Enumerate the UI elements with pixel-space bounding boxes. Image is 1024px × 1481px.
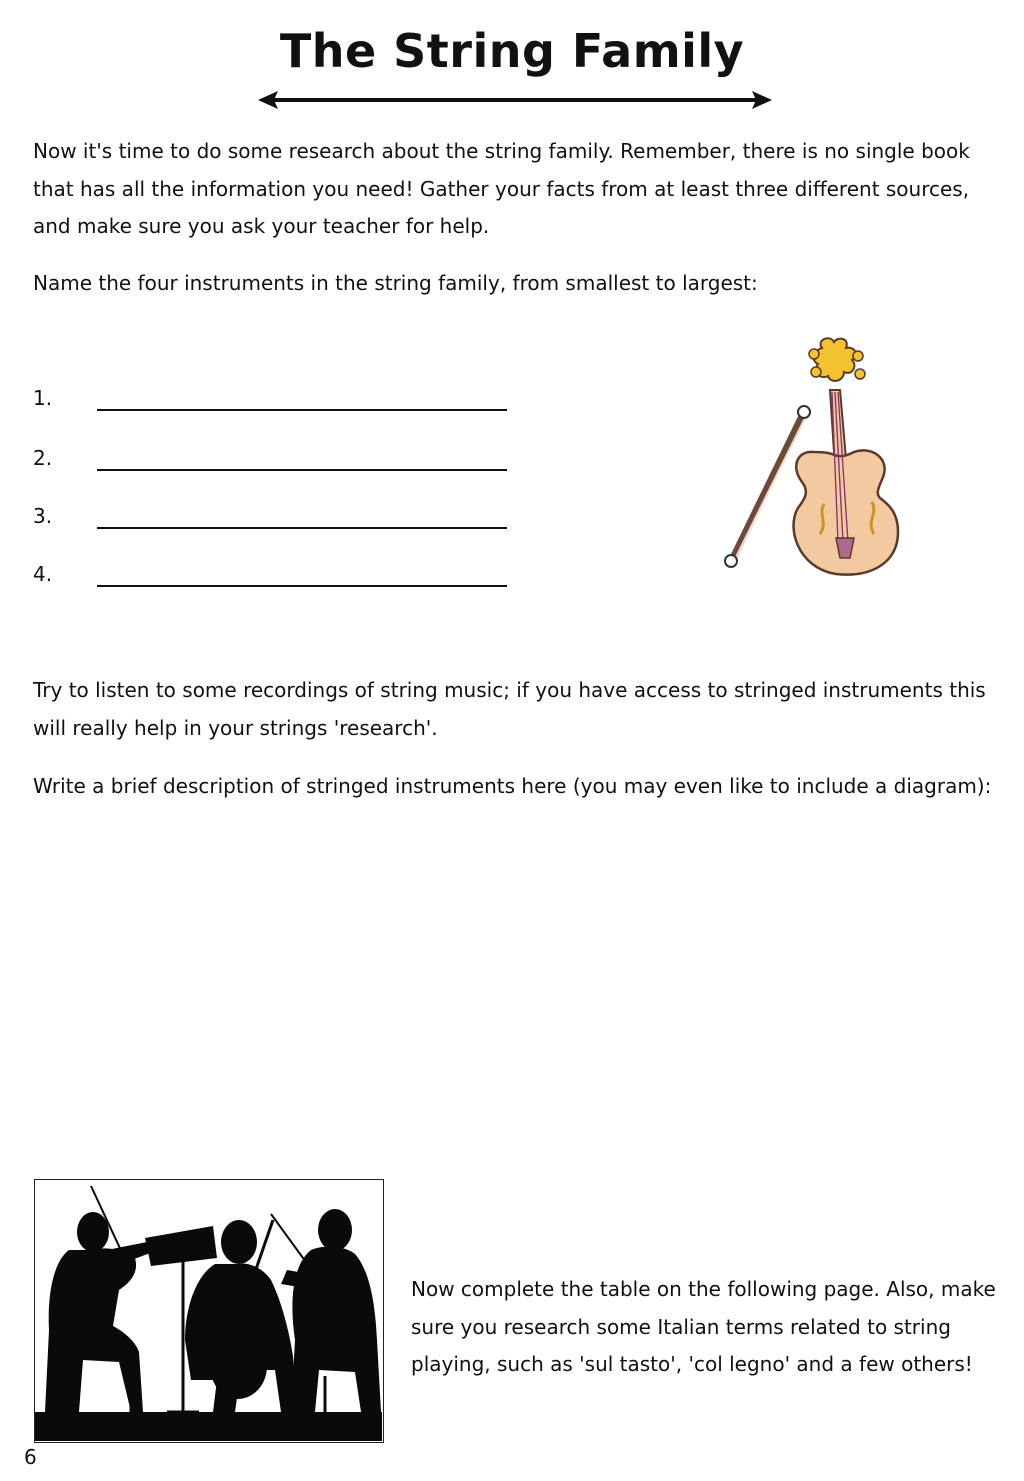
closing-paragraph: Now complete the table on the following page. Also, make sure you research some Italian terms related to string playing, such as 'sul tasto', 'col legno' and a few others!	[411, 1277, 996, 1376]
answer-blank-line[interactable]	[97, 527, 507, 529]
quartet-image-frame	[34, 1179, 384, 1443]
violin-icon	[712, 332, 912, 582]
answer-blank-line[interactable]	[97, 469, 507, 471]
instruments-prompt: Name the four instruments in the string family, from smallest to largest:	[33, 271, 758, 295]
answer-number: 2.	[33, 446, 53, 470]
double-arrow-icon	[258, 86, 772, 114]
answer-row	[33, 501, 513, 531]
page-title: The String Family	[279, 24, 745, 78]
answer-row	[33, 559, 513, 589]
description-prompt: Write a brief description of stringed instruments here (you may even like to include a diagram):	[33, 774, 992, 798]
answer-number: 3.	[33, 504, 53, 528]
string-quartet-silhouette-icon	[35, 1180, 382, 1441]
answer-number: 4.	[33, 562, 53, 586]
answer-row	[33, 443, 513, 473]
intro-paragraph: Now it's time to do some research about the string family. Remember, there is no single book that has all the information you need! Gather your facts from at least three different sources, and make sure you ask your teacher for help.	[33, 139, 970, 238]
page-number: 6	[24, 1445, 37, 1469]
answer-blank-line[interactable]	[97, 585, 507, 587]
answer-number: 1.	[33, 386, 53, 410]
listen-paragraph: Try to listen to some recordings of string music; if you have access to stringed instruments this will really help in your strings 'research'.	[33, 678, 986, 740]
answer-blank-line[interactable]	[97, 409, 507, 411]
answer-row	[33, 383, 513, 413]
